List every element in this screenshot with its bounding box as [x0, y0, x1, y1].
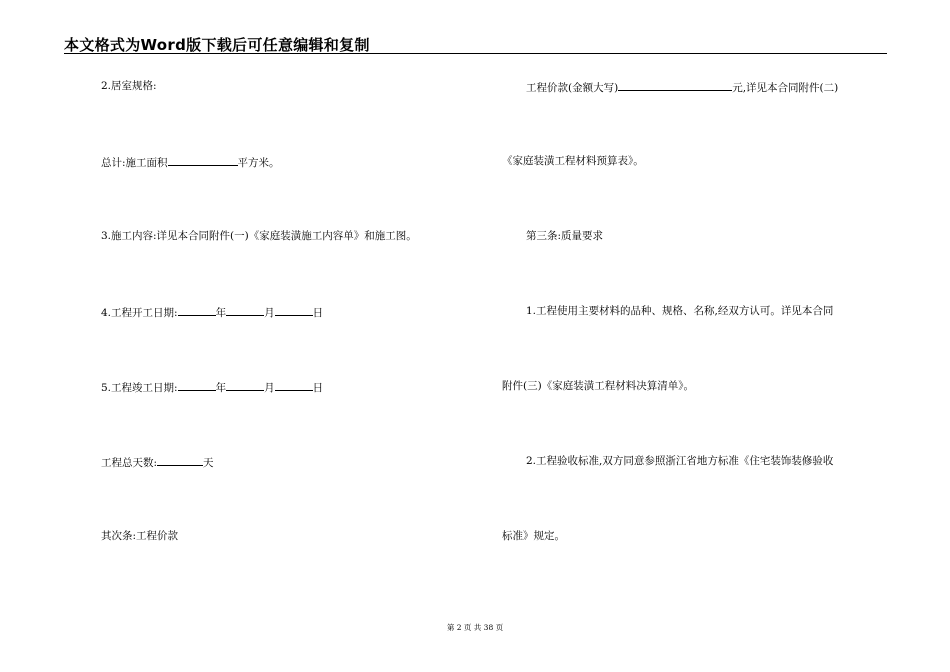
price-label: 工程价款(金额大写) — [526, 82, 619, 94]
month-label: 月 — [264, 307, 275, 319]
start-month-blank — [226, 304, 264, 316]
total-days-label: 工程总天数: — [101, 457, 158, 469]
left-line-3: 3.施工内容:详见本合同附件(一)《家庭装潢施工内容单》和施工图。 — [101, 230, 417, 242]
start-year-blank — [178, 304, 216, 316]
price-suffix: 元,详见本合同附件(二) — [732, 82, 839, 94]
month-label: 月 — [264, 382, 275, 394]
header-divider — [64, 53, 887, 54]
start-day-blank — [275, 304, 313, 316]
end-month-blank — [226, 379, 264, 391]
day-label: 日 — [312, 307, 324, 319]
year-label: 年 — [215, 307, 227, 319]
area-unit: 平方米。 — [237, 157, 280, 169]
right-line-2: 《家庭装潢工程材料预算表》。 — [502, 155, 644, 167]
left-line-7: 其次条:工程价款 — [101, 530, 179, 542]
left-line-2 — [101, 154, 280, 170]
right-line-5: 附件(三)《家庭装潢工程材料决算清单》。 — [502, 380, 694, 392]
left-line-6 — [101, 454, 214, 470]
right-line-1 — [526, 79, 838, 95]
area-blank — [168, 154, 238, 166]
left-line-4 — [101, 304, 323, 320]
price-blank — [618, 79, 732, 91]
right-line-3: 第三条:质量要求 — [526, 230, 604, 242]
days-unit: 天 — [203, 457, 214, 469]
day-label: 日 — [312, 382, 324, 394]
left-line-5 — [101, 379, 323, 395]
document-header-title: 本文格式为Word版下载后可任意编辑和复制 — [64, 36, 370, 54]
page-number: 第 2 页 共 38 页 — [446, 623, 504, 632]
end-year-blank — [178, 379, 216, 391]
area-label: 总计:施工面积 — [101, 157, 168, 169]
right-line-6: 2.工程验收标准,双方同意参照浙江省地方标准《住宅装饰装修验收 — [526, 455, 834, 467]
left-line-1: 2.居室规格: — [101, 80, 157, 92]
total-days-blank — [157, 454, 203, 466]
end-date-label: 5.工程竣工日期: — [101, 382, 178, 394]
start-date-label: 4.工程开工日期: — [101, 307, 178, 319]
year-label: 年 — [215, 382, 227, 394]
end-day-blank — [275, 379, 313, 391]
right-line-7: 标准》规定。 — [502, 530, 565, 542]
right-line-4: 1.工程使用主要材料的品种、规格、名称,经双方认可。详见本合同 — [526, 305, 834, 317]
